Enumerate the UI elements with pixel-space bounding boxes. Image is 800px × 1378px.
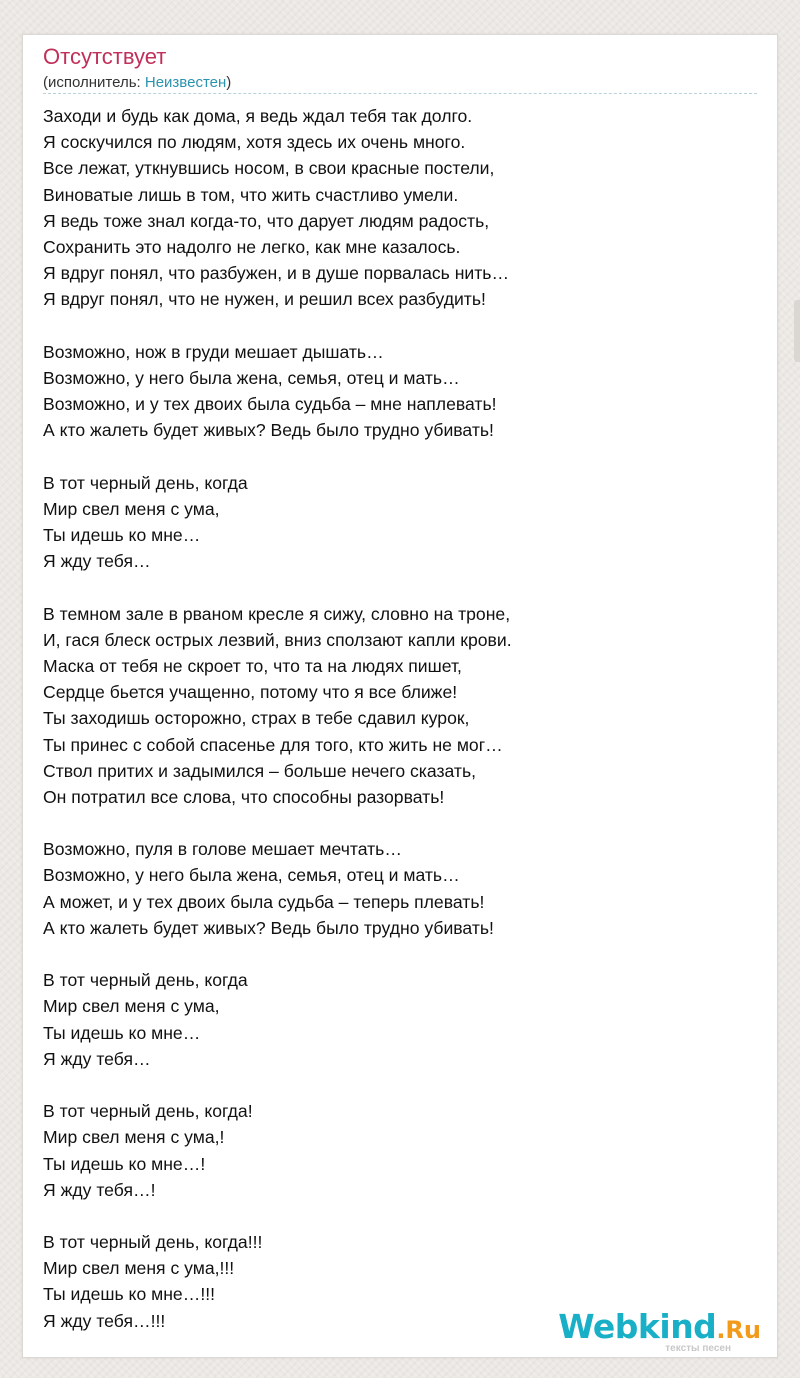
- lyric-line: В тот черный день, когда!!!: [43, 1232, 263, 1253]
- lyrics-text: [43, 103, 759, 1334]
- lyric-line: Я соскучился по людям, хотя здесь их очень много.: [43, 132, 466, 153]
- lyric-line: Виноватые лишь в том, что жить счастливо умели.: [43, 184, 459, 205]
- lyric-line: Ты идешь ко мне…!!!: [43, 1284, 215, 1305]
- lyric-line: Он потратил все слова, что способны разорвать!: [43, 786, 445, 807]
- lyric-line: А кто жалеть будет живых? Ведь было трудно убивать!: [43, 420, 494, 441]
- lyric-line: А может, и у тех двоих была судьба – теперь плевать!: [43, 891, 485, 912]
- lyric-line: Мир свел меня с ума,: [43, 996, 220, 1017]
- lyric-line: Я жду тебя…: [43, 1048, 151, 1069]
- lyric-line: В тот черный день, когда: [43, 472, 248, 493]
- lyric-line: Заходи и будь как дома, я ведь ждал тебя так долго.: [43, 106, 473, 126]
- stanza: [43, 470, 759, 575]
- artist-link[interactable]: Неизвестен: [144, 74, 227, 91]
- stanza: [43, 339, 759, 444]
- stanza: [43, 1098, 759, 1203]
- lyric-line: Возможно, пуля в голове мешает мечтать…: [43, 839, 402, 860]
- lyric-line: Я жду тебя…!!!: [43, 1310, 166, 1331]
- lyric-line: Мир свел меня с ума,!!!: [43, 1258, 235, 1279]
- lyric-line: Все лежат, уткнувшись носом, в свои красные постели,: [43, 158, 495, 179]
- lyric-line: В тот черный день, когда!: [43, 1101, 253, 1122]
- lyric-line: А кто жалеть будет живых? Ведь было трудно убивать!: [43, 917, 494, 938]
- lyric-line: Ты идешь ко мне…!: [43, 1153, 206, 1174]
- artist-prefix: (исполнитель:: [43, 74, 145, 91]
- lyric-line: Ствол притих и задымился – больше нечего сказать,: [43, 760, 477, 781]
- lyric-line: Я вдруг понял, что не нужен, и решил всех разбудить!: [43, 289, 486, 310]
- divider: [43, 93, 757, 94]
- scrollbar-handle[interactable]: [794, 300, 800, 362]
- lyric-line: Возможно, нож в груди мешает дышать…: [43, 341, 384, 362]
- artist-line: [43, 73, 231, 93]
- webkind-logo[interactable]: [558, 1307, 765, 1355]
- logo-name: Webkind: [558, 1307, 717, 1346]
- lyric-line: В темном зале в рваном кресле я сижу, словно на троне,: [43, 603, 511, 624]
- lyric-line: Ты идешь ко мне…: [43, 525, 201, 545]
- logo-tld: .Ru: [716, 1316, 761, 1344]
- lyric-line: Сердце бьется учащенно, потому что я все ближе!: [43, 682, 458, 703]
- lyric-line: Ты идешь ко мне…: [43, 1022, 201, 1043]
- stanza: [43, 601, 759, 811]
- stanza: [43, 103, 759, 313]
- lyrics-card: [22, 34, 778, 1358]
- lyric-line: Я ведь тоже знал когда-то, что дарует людям радость,: [43, 210, 490, 231]
- lyric-line: Ты принес с собой спасенье для того, кто жить не мог…: [43, 734, 503, 755]
- lyric-line: И, гася блеск острых лезвий, вниз сползают капли крови.: [43, 629, 512, 650]
- lyric-line: Я вдруг понял, что разбужен, и в душе порвалась нить…: [43, 263, 510, 284]
- song-title: Отсутствует: [43, 44, 167, 69]
- lyric-line: Я жду тебя…: [43, 551, 151, 572]
- lyric-line: Ты заходишь осторожно, страх в тебе сдавил курок,: [43, 708, 470, 729]
- stanza: [43, 836, 759, 941]
- lyric-line: Возможно, у него была жена, семья, отец и мать…: [43, 367, 460, 388]
- lyric-line: Мир свел меня с ума,: [43, 498, 220, 519]
- lyric-line: Я жду тебя…!: [43, 1179, 156, 1200]
- artist-suffix: ): [226, 74, 232, 91]
- logo-subtitle: тексты песен: [665, 1343, 731, 1354]
- stanza: [43, 967, 759, 1072]
- lyric-line: Возможно, и у тех двоих была судьба – мне наплевать!: [43, 394, 497, 415]
- lyric-line: Сохранить это надолго не легко, как мне казалось.: [43, 236, 461, 257]
- lyric-line: Возможно, у него была жена, семья, отец и мать…: [43, 865, 460, 886]
- lyric-line: Мир свел меня с ума,!: [43, 1127, 225, 1148]
- lyric-line: Маска от тебя не скроет то, что та на людях пишет,: [43, 655, 462, 676]
- lyric-line: В тот черный день, когда: [43, 970, 248, 991]
